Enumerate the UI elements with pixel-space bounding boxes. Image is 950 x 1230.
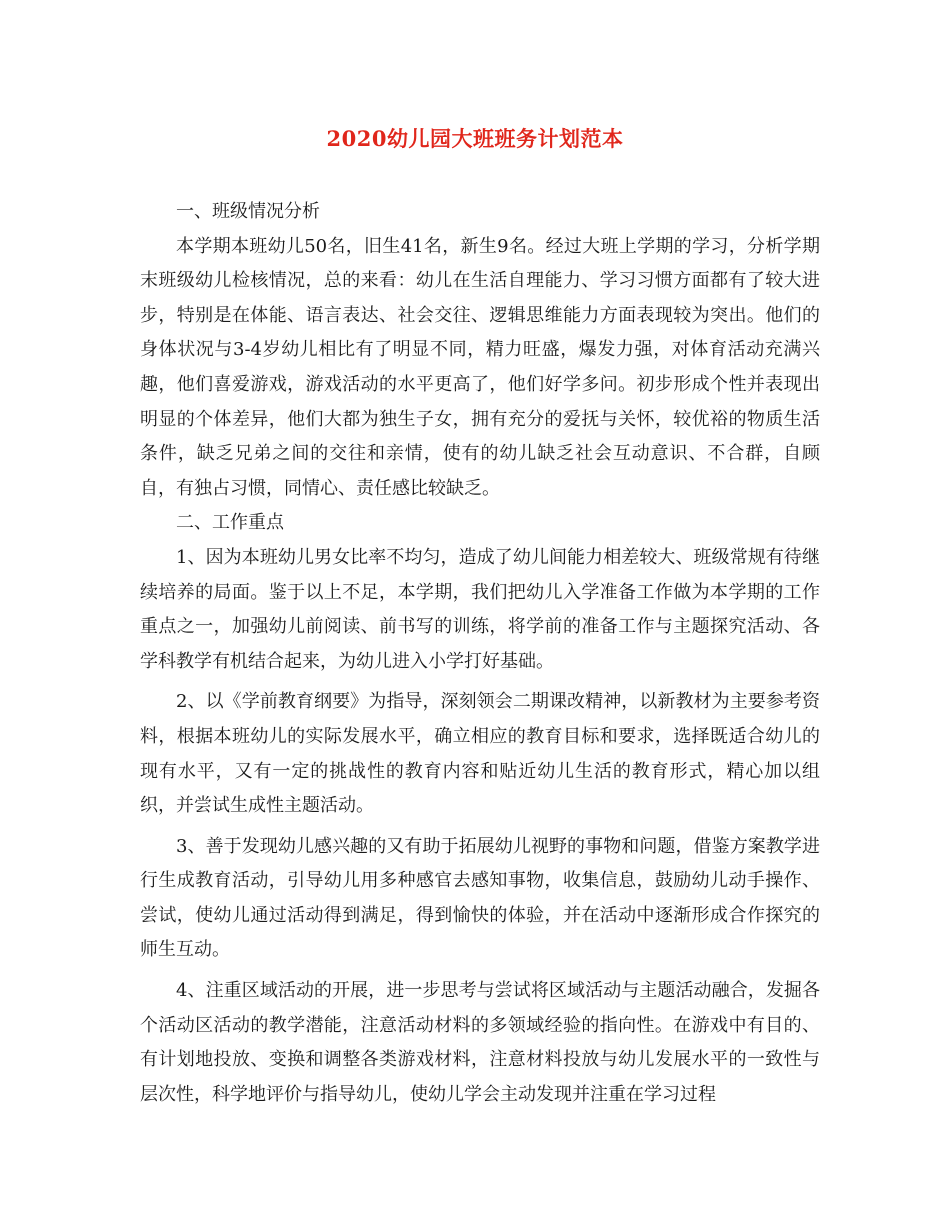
paragraph-class-analysis: 本学期本班幼儿50名，旧生41名，新生9名。经过大班上学期的学习，分析学期末班级幼儿检核情况，总的来看：幼儿在生活自理能力、学习习惯方面都有了较大进步，特别是在体能、语言表达、社会交往、逻辑思维能力方面表现较为突出。他们的身体状况与3-4岁幼儿相比有了明显不同，精力旺盛，爆发力强，对体育活动充满兴趣，他们喜爱游戏，游戏活动的水平更高了，他们好学多问。初步形成个性并表现出明显的个体差异，他们大都为独生子女，拥有充分的爱抚与关怀，较优裕的物质生活条件，缺乏兄弟之间的交往和亲情，使有的幼儿缺乏社会互动意识、不合群，自顾自，有独占习惯，同情心、责任感比较缺乏。 xyxy=(140,235,820,499)
paragraph-focus-1: 1、因为本班幼儿男女比率不均匀，造成了幼儿间能力相差较大、班级常规有待继续培养的局面。鉴于以上不足，本学期，我们把幼儿入学准备工作做为本学期的工作重点之一，加强幼儿前阅读、前书写的训练，将学前的准备工作与主题探究活动、各学科教学有机结合起来，为幼儿进入小学打好基础。 xyxy=(140,546,820,672)
paragraph-focus-3: 3、善于发现幼儿感兴趣的又有助于拓展幼儿视野的事物和问题，借鉴方案教学进行生成教育活动，引导幼儿用多种感官去感知事物，收集信息，鼓励幼儿动手操作、尝试，使幼儿通过活动得到满足，得到愉快的体验，并在活动中逐渐形成合作探究的师生互动。 xyxy=(140,835,820,961)
paragraph-focus-2: 2、以《学前教育纲要》为指导，深刻领会二期课改精神，以新教材为主要参考资料，根据本班幼儿的实际发展水平，确立相应的教育目标和要求，选择既适合幼儿的现有水平，又有一定的挑战性的教育内容和贴近幼儿生活的教育形式，精心加以组织，并尝试生成性主题活动。 xyxy=(140,691,820,817)
paragraph-focus-4: 4、注重区域活动的开展，进一步思考与尝试将区域活动与主题活动融合，发掘各个活动区活动的教学潜能，注意活动材料的多领域经验的指向性。在游戏中有目的、有计划地投放、变换和调整各类游戏材料，注意材料投放与幼儿发展水平的一致性与层次性，科学地评价与指导幼儿，使幼儿学会主动发现并注重在学习过程 xyxy=(140,980,820,1105)
section-heading-class-analysis: 一、班级情况分析 xyxy=(176,201,320,222)
document-title: 2020幼儿园大班班务计划范本 xyxy=(326,126,624,151)
document-body xyxy=(140,195,820,1112)
section-heading-work-focus: 二、工作重点 xyxy=(176,512,284,534)
